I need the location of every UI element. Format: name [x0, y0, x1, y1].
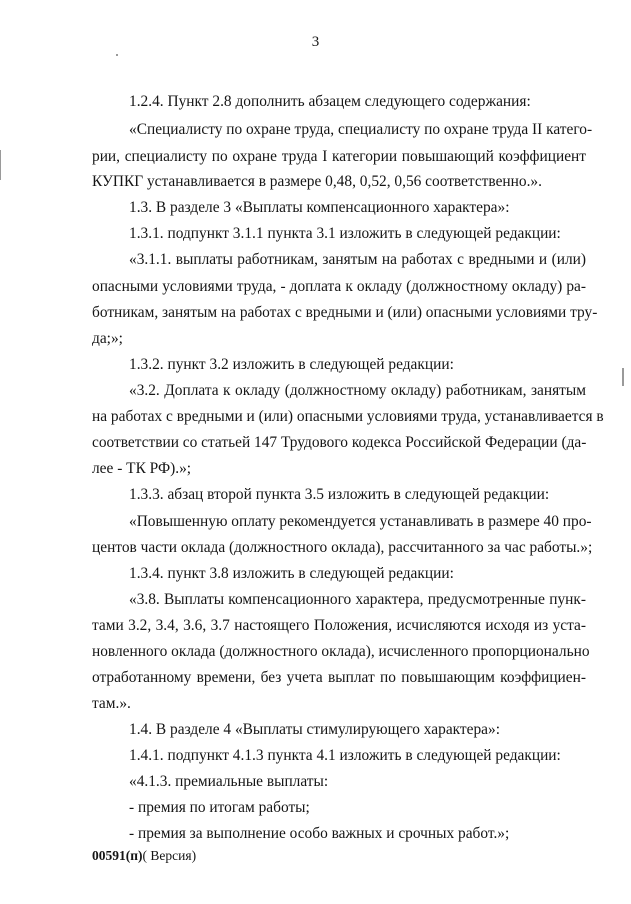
- paragraph-line: отработанному времени, без учета выплат по повышающим коэффициен-: [92, 669, 586, 686]
- paragraph-line: «Повышенную оплату рекомендуется устанавливать в размере 40 про-: [129, 513, 592, 530]
- paragraph-line: «Специалисту по охране труда, специалисту по охране труда II катего-: [129, 121, 593, 138]
- paragraph-line: 1.4.1. подпункт 4.1.3 пункта 4.1 изложить в следующей редакции:: [129, 747, 561, 764]
- paragraph-line: на работах с вредными и (или) опасными условиями труда, устанавливается в: [92, 408, 604, 425]
- paragraph-line: «3.2. Доплата к окладу (должностному окладу) работникам, занятым: [129, 382, 586, 399]
- paragraph-line: «4.1.3. премиальные выплаты:: [129, 773, 329, 790]
- paragraph-line: рии, специалисту по охране труда I категории повышающий коэффициент: [92, 148, 586, 165]
- paragraph-line: - премия по итогам работы;: [129, 799, 310, 816]
- paragraph-line: 1.4. В разделе 4 «Выплаты стимулирующего характера»:: [129, 721, 500, 738]
- paragraph-line: ботникам, занятым на работах с вредными и (или) опасными условиями тру-: [92, 304, 598, 321]
- paragraph-line: соответствии со статьей 147 Трудового кодекса Российской Федерации (да-: [92, 434, 587, 451]
- paragraph-line: тами 3.2, 3.4, 3.6, 3.7 настоящего Положения, исчисляются исходя из уста-: [92, 617, 586, 634]
- paragraph-line: опасными условиями труда, - доплата к окладу (должностному окладу) ра-: [92, 278, 586, 295]
- paragraph-line: - премия за выполнение особо важных и срочных работ.»;: [129, 825, 510, 842]
- paragraph-line: новленного оклада (должностного оклада), исчисленного пропорционально: [92, 643, 590, 660]
- document-footer: [92, 848, 196, 864]
- page-number: 3: [311, 34, 320, 50]
- paragraph-line: центов части оклада (должностного оклада), рассчитанного за час работы.»;: [92, 539, 593, 556]
- paragraph-line: 1.3.2. пункт 3.2 изложить в следующей редакции:: [129, 356, 454, 373]
- scan-artifact-mark: [0, 150, 1, 180]
- paragraph-line: КУПКГ устанавливается в размере 0,48, 0,52, 0,56 соответственно.».: [92, 173, 542, 190]
- paragraph-line: да;»;: [92, 330, 123, 347]
- paragraph-line: 1.2.4. Пункт 2.8 дополнить абзацем следующего содержания:: [129, 93, 531, 110]
- paragraph-line: 1.3. В разделе 3 «Выплаты компенсационного характера»:: [129, 199, 510, 216]
- footer-version: ( Версия): [142, 848, 197, 863]
- scan-artifact-mark: [622, 368, 624, 386]
- paragraph-line: 1.3.1. подпункт 3.1.1 пункта 3.1 изложить в следующей редакции:: [129, 225, 561, 242]
- paragraph-line: там.».: [92, 695, 131, 712]
- scan-artifact-mark: [116, 54, 118, 56]
- paragraph-line: 1.3.4. пункт 3.8 изложить в следующей редакции:: [129, 565, 454, 582]
- paragraph-line: 1.3.3. абзац второй пункта 3.5 изложить в следующей редакции:: [129, 486, 550, 503]
- paragraph-line: «3.8. Выплаты компенсационного характера, предусмотренные пунк-: [129, 591, 586, 608]
- paragraph-line: «3.1.1. выплаты работникам, занятым на работах с вредными и (или): [129, 251, 586, 268]
- paragraph-line: лее - ТК РФ).»;: [92, 460, 192, 477]
- footer-code: 00591(п): [92, 848, 143, 863]
